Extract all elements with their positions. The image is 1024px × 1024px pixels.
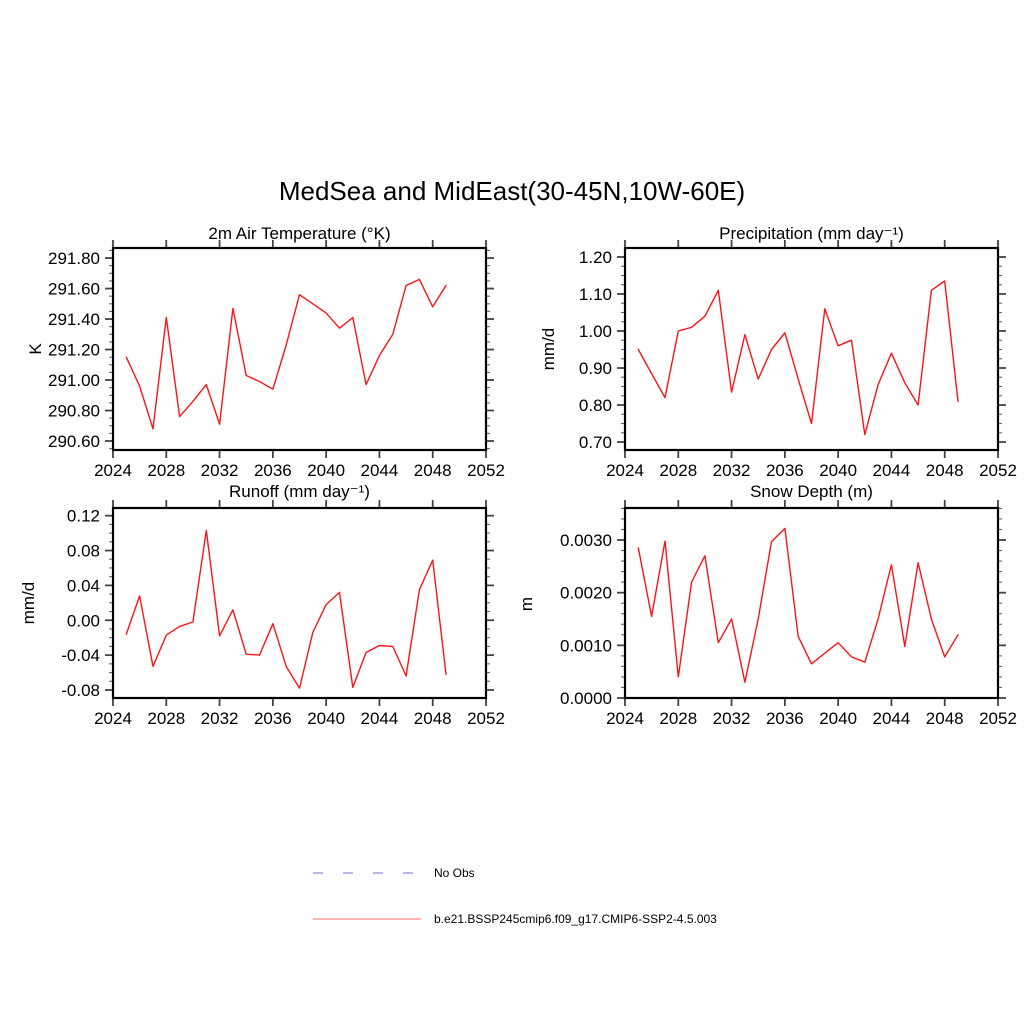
panel-title-precipitation: Precipitation (mm day⁻¹)	[719, 224, 904, 243]
y-tick-label: 1.20	[578, 247, 612, 267]
x-tick-label: 2032	[200, 461, 239, 480]
x-tick-label: 2040	[819, 709, 858, 728]
x-tick-label: 2040	[307, 709, 346, 728]
y-tick-label: 290.80	[48, 401, 100, 421]
legend-item-no-obs	[312, 866, 475, 880]
y-axis-label-precipitation: mm/d	[539, 327, 558, 371]
legend-label-model: b.e21.BSSP245cmip6.f09_g17.CMIP6-SSP2-4.5.003	[434, 912, 717, 926]
y-tick-label: 0.0020	[560, 583, 612, 603]
x-tick-label: 2040	[307, 461, 346, 480]
y-tick-label: 0.00	[66, 611, 100, 631]
y-tick-label: 0.70	[578, 433, 612, 453]
x-tick-label: 2036	[253, 709, 292, 728]
x-tick-label: 2048	[413, 461, 452, 480]
x-tick-label: 2028	[659, 461, 698, 480]
x-tick-label: 2040	[819, 461, 858, 480]
y-tick-label: 0.80	[578, 396, 612, 416]
panel-precipitation	[579, 240, 1017, 480]
page-title: MedSea and MidEast(30-45N,10W-60E)	[278, 176, 746, 206]
y-tick-label: 0.0030	[560, 531, 612, 551]
y-tick-label: 291.00	[48, 371, 100, 391]
x-tick-label: 2024	[94, 709, 132, 728]
x-tick-label: 2044	[360, 461, 399, 480]
x-tick-label: 2024	[606, 709, 644, 728]
x-tick-label: 2028	[147, 709, 186, 728]
series-line	[638, 528, 958, 682]
series-line	[126, 279, 446, 428]
x-tick-label: 2044	[360, 709, 399, 728]
x-tick-label: 2024	[606, 461, 644, 480]
panel-snow-depth	[560, 500, 1017, 728]
x-tick-label: 2052	[979, 461, 1017, 480]
x-tick-label: 2052	[467, 461, 505, 480]
y-tick-label: 0.12	[66, 506, 100, 526]
panel-temperature	[48, 240, 505, 480]
y-tick-label: 290.60	[48, 432, 100, 452]
x-tick-label: 2048	[925, 461, 964, 480]
y-axis-label-snow-depth: m	[517, 596, 536, 612]
x-tick-label: 2048	[413, 709, 452, 728]
panel-title-runoff: Runoff (mm day⁻¹)	[229, 482, 370, 501]
model-solid-line-icon	[312, 913, 422, 925]
x-tick-label: 2036	[253, 461, 292, 480]
x-tick-label: 2028	[659, 709, 698, 728]
y-tick-label: 0.0000	[560, 689, 612, 708]
y-tick-label: 291.20	[48, 340, 100, 360]
x-tick-label: 2048	[925, 709, 964, 728]
y-tick-label: 291.40	[48, 310, 100, 330]
x-tick-label: 2028	[147, 461, 186, 480]
y-tick-label: 0.0010	[560, 636, 612, 656]
y-tick-label: 1.10	[578, 284, 612, 304]
series-line	[638, 281, 958, 435]
panel-runoff	[61, 500, 505, 728]
x-tick-label: 2032	[712, 709, 751, 728]
x-tick-label: 2052	[979, 709, 1017, 728]
legend-label-no-obs: No Obs	[434, 866, 475, 880]
y-tick-label: 0.04	[66, 576, 100, 596]
y-tick-label: 291.60	[48, 279, 100, 299]
series-line	[126, 531, 446, 689]
y-tick-label: -0.04	[61, 646, 100, 666]
y-axis-label-runoff: mm/d	[19, 581, 38, 625]
y-tick-label: 1.00	[578, 321, 612, 341]
x-tick-label: 2052	[467, 709, 505, 728]
y-tick-label: 291.80	[48, 249, 100, 269]
no-obs-dashed-line-icon	[312, 867, 422, 879]
panel-title-temperature: 2m Air Temperature (°K)	[208, 224, 391, 243]
y-tick-label: -0.08	[61, 680, 100, 700]
x-tick-label: 2024	[94, 461, 132, 480]
legend-item-model	[312, 912, 717, 926]
x-tick-label: 2036	[765, 709, 804, 728]
panel-title-snow-depth: Snow Depth (m)	[750, 482, 873, 501]
x-tick-label: 2036	[765, 461, 804, 480]
y-tick-label: 0.08	[66, 541, 100, 561]
y-tick-label: 0.90	[578, 359, 612, 379]
x-tick-label: 2044	[872, 461, 911, 480]
x-tick-label: 2032	[712, 461, 751, 480]
x-tick-label: 2044	[872, 709, 911, 728]
y-axis-label-temperature: K	[26, 343, 45, 355]
x-tick-label: 2032	[200, 709, 239, 728]
